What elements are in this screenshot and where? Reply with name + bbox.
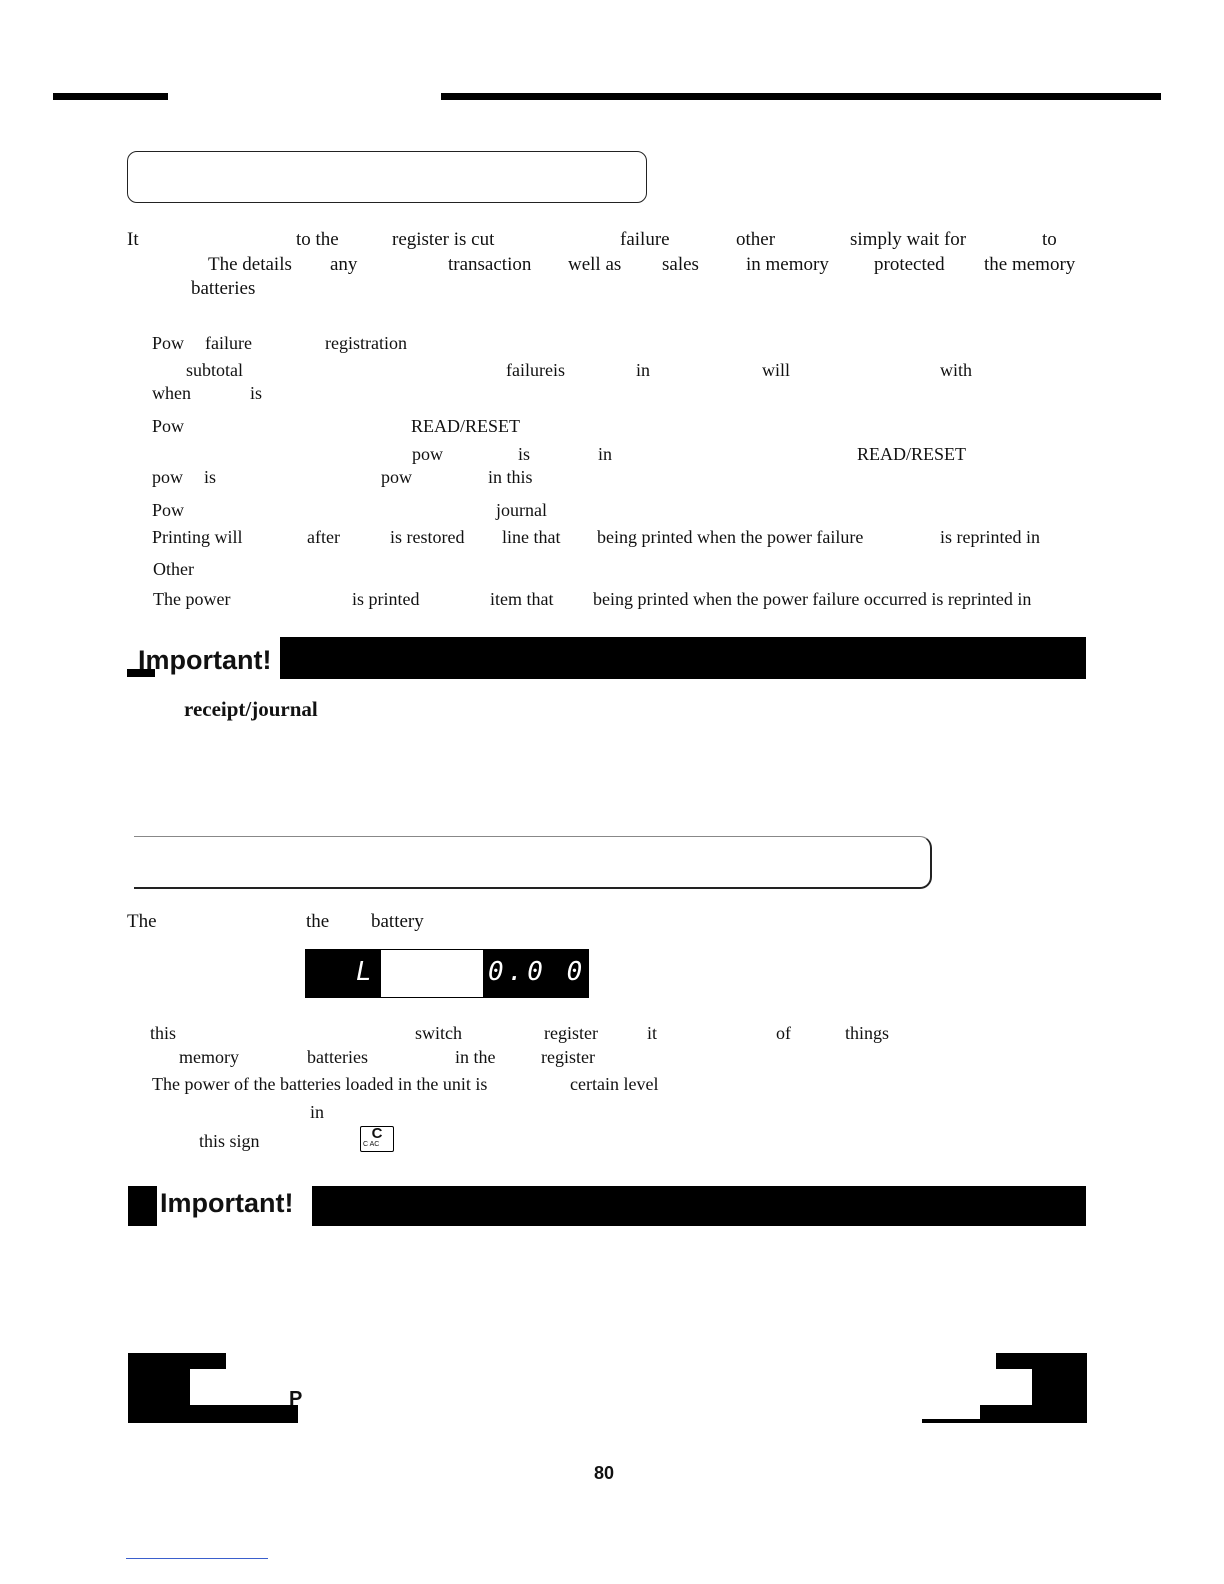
word: The (127, 911, 157, 932)
word: things (845, 1023, 890, 1043)
word: protected (874, 254, 945, 275)
word: this sign (199, 1131, 260, 1151)
item-heading: failure (205, 333, 252, 353)
word: of (776, 1023, 791, 1043)
word: the (306, 911, 330, 932)
word: switch (415, 1023, 462, 1043)
header-rule-right (441, 93, 1161, 100)
word: failure (620, 229, 670, 250)
item-text: Printing will (152, 527, 243, 547)
item-text: in (636, 360, 651, 380)
item-text: with (940, 360, 973, 380)
word: transaction (448, 254, 532, 275)
item-heading: Other (153, 559, 194, 579)
item-heading: Pow (152, 333, 185, 353)
item-text: is (204, 467, 217, 487)
item-heading: journal (496, 500, 547, 520)
important-text: receipt/journal (184, 697, 318, 721)
item-text: subtotal (186, 360, 243, 380)
important-bar (312, 1186, 1086, 1226)
word: in memory (746, 254, 829, 275)
item-heading: Pow (152, 500, 185, 520)
item-text: when (152, 383, 191, 403)
word: certain level (570, 1074, 659, 1094)
header-rule-left (53, 93, 168, 100)
word: it (647, 1023, 658, 1043)
word: register (544, 1023, 598, 1043)
word: It (127, 229, 139, 250)
clear-key-icon (360, 1126, 394, 1152)
item-text: failureis (506, 360, 565, 380)
footer-tab-left (128, 1353, 308, 1423)
word: simply wait for (850, 229, 967, 250)
word: well as (568, 254, 622, 275)
word: in (310, 1102, 325, 1122)
item-text: pow (152, 467, 183, 487)
word: to (1042, 229, 1057, 250)
item-text: in (598, 444, 613, 464)
item-heading: registration (325, 333, 407, 353)
item-text: The power (153, 589, 231, 609)
word: The power of the batteries loaded in the unit is (152, 1074, 488, 1094)
important-label: Important! (138, 645, 272, 675)
item-heading: READ/RESET (411, 416, 521, 436)
word: the memory (984, 254, 1076, 275)
item-text: is restored (390, 527, 465, 547)
important-label: Important! (160, 1188, 294, 1218)
footer-tab-right (922, 1353, 1088, 1423)
important-marker (128, 1186, 157, 1226)
item-text: after (307, 527, 340, 547)
page-number: 80 (594, 1463, 615, 1483)
word: other (736, 229, 776, 250)
word: batteries (191, 278, 256, 299)
section-title-box (134, 836, 932, 889)
word: register is cut (392, 229, 495, 250)
word: battery (371, 911, 424, 932)
footer-tab-right-shape (922, 1353, 1087, 1423)
word: register (541, 1047, 595, 1067)
item-text: line that (502, 527, 561, 547)
clear-key-sublabel: C AC (363, 1141, 380, 1148)
item-text: is (518, 444, 531, 464)
item-text: will (762, 360, 791, 380)
word: sales (662, 254, 699, 275)
item-text: is (250, 383, 263, 403)
word: any (330, 254, 358, 275)
display-blank-panel (381, 949, 483, 998)
item-heading: Pow (152, 416, 185, 436)
footer-link-rule (126, 1558, 268, 1559)
word: memory (179, 1047, 239, 1067)
item-text: READ/RESET (857, 444, 967, 464)
footer-tab-left-shape (128, 1353, 298, 1423)
section-title-box (127, 151, 647, 203)
word: in the (455, 1047, 496, 1067)
word: this (150, 1023, 177, 1043)
item-text: being printed when the power failure (597, 527, 864, 547)
word: batteries (307, 1047, 368, 1067)
footer-tab-letter: P (289, 1388, 303, 1410)
item-text: being printed when the power failure occurred is reprinted in (593, 589, 1032, 609)
item-text: pow (381, 467, 412, 487)
item-text: is reprinted in (940, 527, 1040, 547)
item-text: in this (488, 467, 533, 487)
clear-key-label: C (371, 1125, 383, 1142)
item-text: pow (412, 444, 443, 464)
word: to the (296, 229, 339, 250)
display-value: 0.0 0 (488, 957, 587, 987)
item-text: is printed (352, 589, 420, 609)
word: The details (208, 254, 292, 275)
item-text: item that (490, 589, 554, 609)
important-bar (280, 637, 1086, 679)
display-low-battery-symbol: L (356, 957, 376, 987)
